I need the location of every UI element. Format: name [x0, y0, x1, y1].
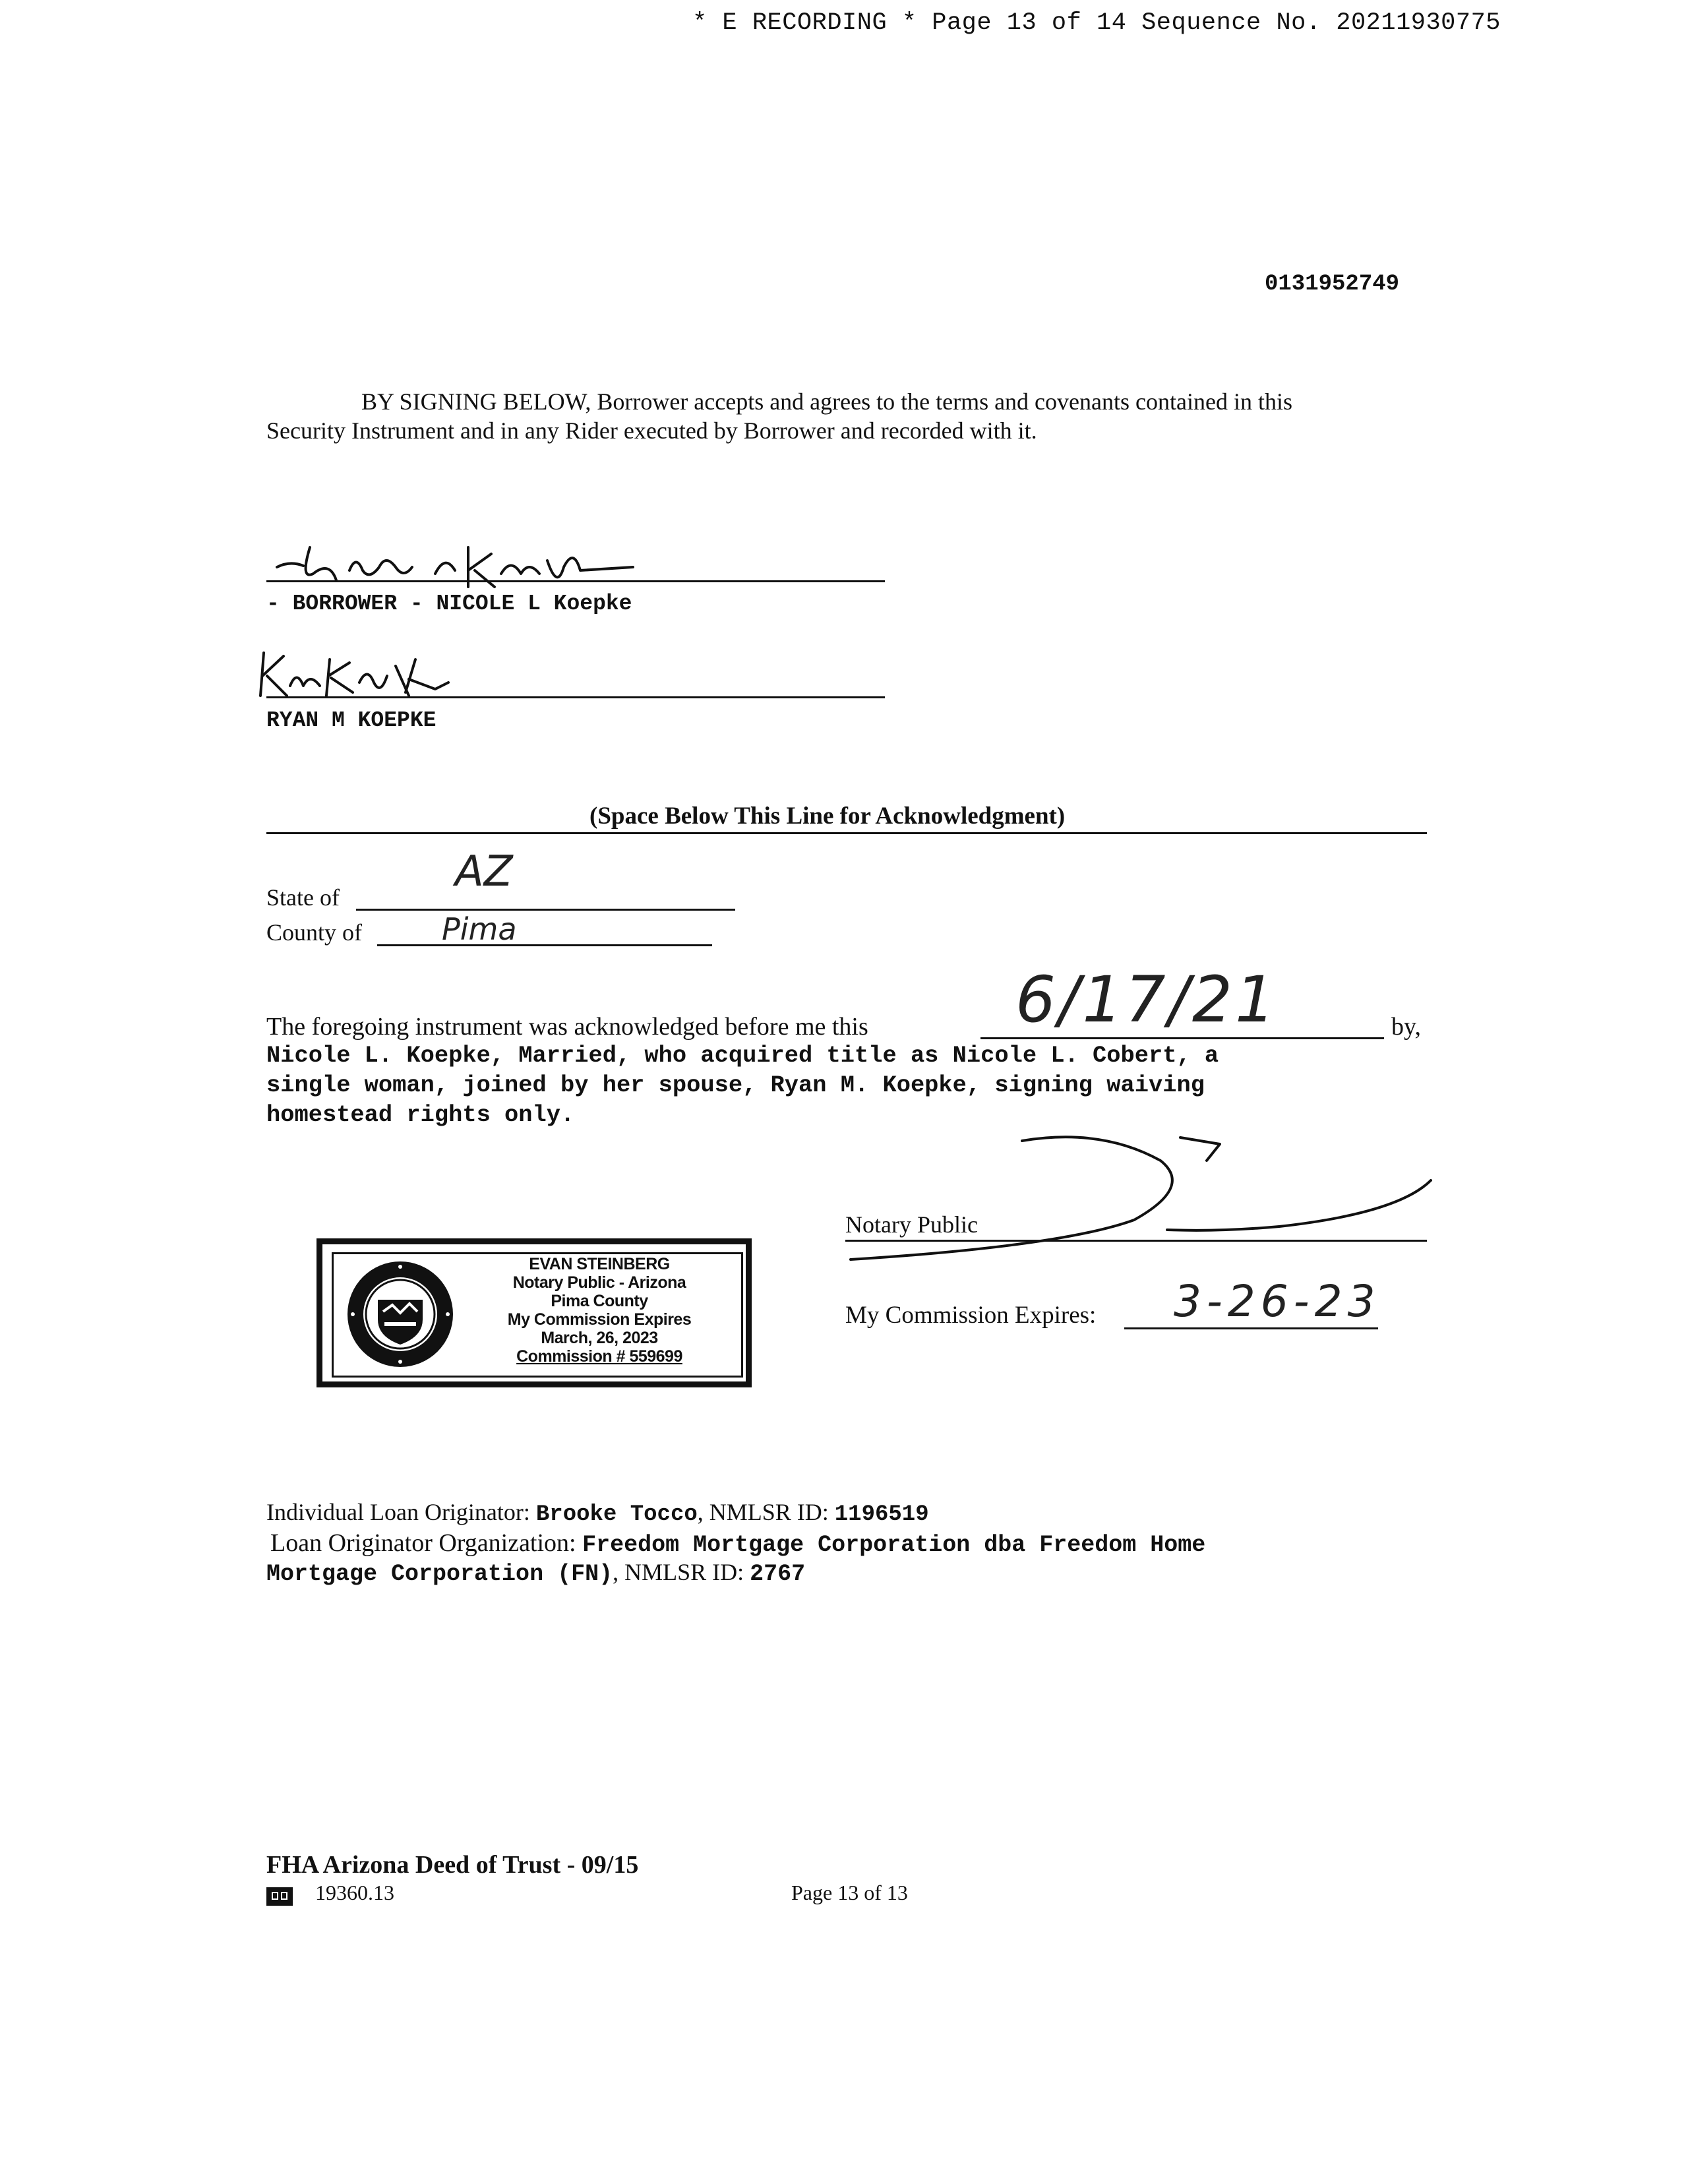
page-number: Page 13 of 13: [791, 1881, 908, 1904]
state-value: AZ: [455, 847, 513, 896]
recording-header: * E RECORDING * Page 13 of 14 Sequence No. 20211930775: [692, 9, 1501, 37]
borrower-2-signature-line: [266, 696, 885, 698]
county-line: [377, 944, 712, 946]
stamp-title: Notary Public - Arizona: [512, 1273, 686, 1292]
arizona-seal-icon: [345, 1259, 456, 1370]
individual-originator-id-label: , NMLSR ID:: [697, 1499, 829, 1525]
form-code: 19360.13: [315, 1881, 394, 1904]
commission-value: 3-26-23: [1174, 1276, 1381, 1327]
notary-stamp: [316, 1238, 752, 1387]
stamp-commission-number: Commission # 559699: [516, 1347, 682, 1366]
borrower-1-signature-line: [266, 580, 885, 582]
org-name-line-2: Mortgage Corporation (FN): [266, 1561, 613, 1587]
state-line: [356, 909, 735, 911]
notary-label: Notary Public: [845, 1211, 978, 1238]
org-label: Loan Originator Organization:: [270, 1529, 576, 1557]
individual-originator-label: Individual Loan Originator:: [266, 1499, 530, 1525]
stamp-expires-date: March, 26, 2023: [541, 1329, 658, 1347]
acknowledgment-divider: [266, 832, 1427, 834]
party-line-1: Nicole L. Koepke, Married, who acquired title as Nicole L. Cobert, a: [266, 1043, 1219, 1069]
individual-originator: [266, 1498, 929, 1527]
stamp-county: Pima County: [551, 1292, 648, 1310]
stamp-name: EVAN STEINBERG: [529, 1255, 670, 1273]
borrower-1-label: - BORROWER - NICOLE L Koepke: [266, 592, 632, 616]
borrower-2-label: RYAN M KOEPKE: [266, 708, 437, 733]
individual-originator-name: Brooke Tocco: [535, 1502, 698, 1527]
commission-line: [1124, 1327, 1378, 1329]
borrower-1-signature: [264, 534, 692, 593]
org-id-label: , NMLSR ID:: [613, 1559, 744, 1585]
party-line-3: homestead rights only.: [266, 1102, 575, 1128]
notary-signature-line: [845, 1240, 1427, 1242]
county-value: Pima: [442, 911, 517, 947]
originator-organization-cont: [266, 1558, 805, 1587]
date-value: 6/17/21: [1015, 963, 1279, 1037]
commission-label: My Commission Expires:: [845, 1302, 1097, 1329]
foregoing-text: The foregoing instrument was acknowledged before me this: [266, 1013, 868, 1041]
state-label: State of: [266, 884, 340, 911]
originator-organization: [270, 1529, 1205, 1558]
form-title: FHA Arizona Deed of Trust - 09/15: [266, 1851, 639, 1879]
loan-number: 0131952749: [1265, 272, 1400, 297]
by-text: by,: [1391, 1013, 1422, 1041]
acknowledgment-heading: (Space Below This Line for Acknowledgment): [589, 803, 1066, 830]
date-line: [980, 1037, 1384, 1039]
intro-line-2: Security Instrument and in any Rider executed by Borrower and recorded with it.: [266, 417, 1037, 444]
intro-line-1: BY SIGNING BELOW, Borrower accepts and agrees to the terms and covenants contained in this: [361, 388, 1292, 415]
form-logo-icon: [266, 1887, 293, 1906]
party-line-2: single woman, joined by her spouse, Ryan M. Koepke, signing waiving: [266, 1072, 1205, 1099]
org-id: 2767: [750, 1561, 806, 1587]
notary-signature: [824, 1121, 1451, 1273]
county-label: County of: [266, 919, 363, 946]
stamp-expires-label: My Commission Expires: [507, 1310, 692, 1329]
org-name-line-1: Freedom Mortgage Corporation dba Freedom Home: [582, 1532, 1206, 1558]
individual-originator-id: 1196519: [834, 1502, 929, 1527]
